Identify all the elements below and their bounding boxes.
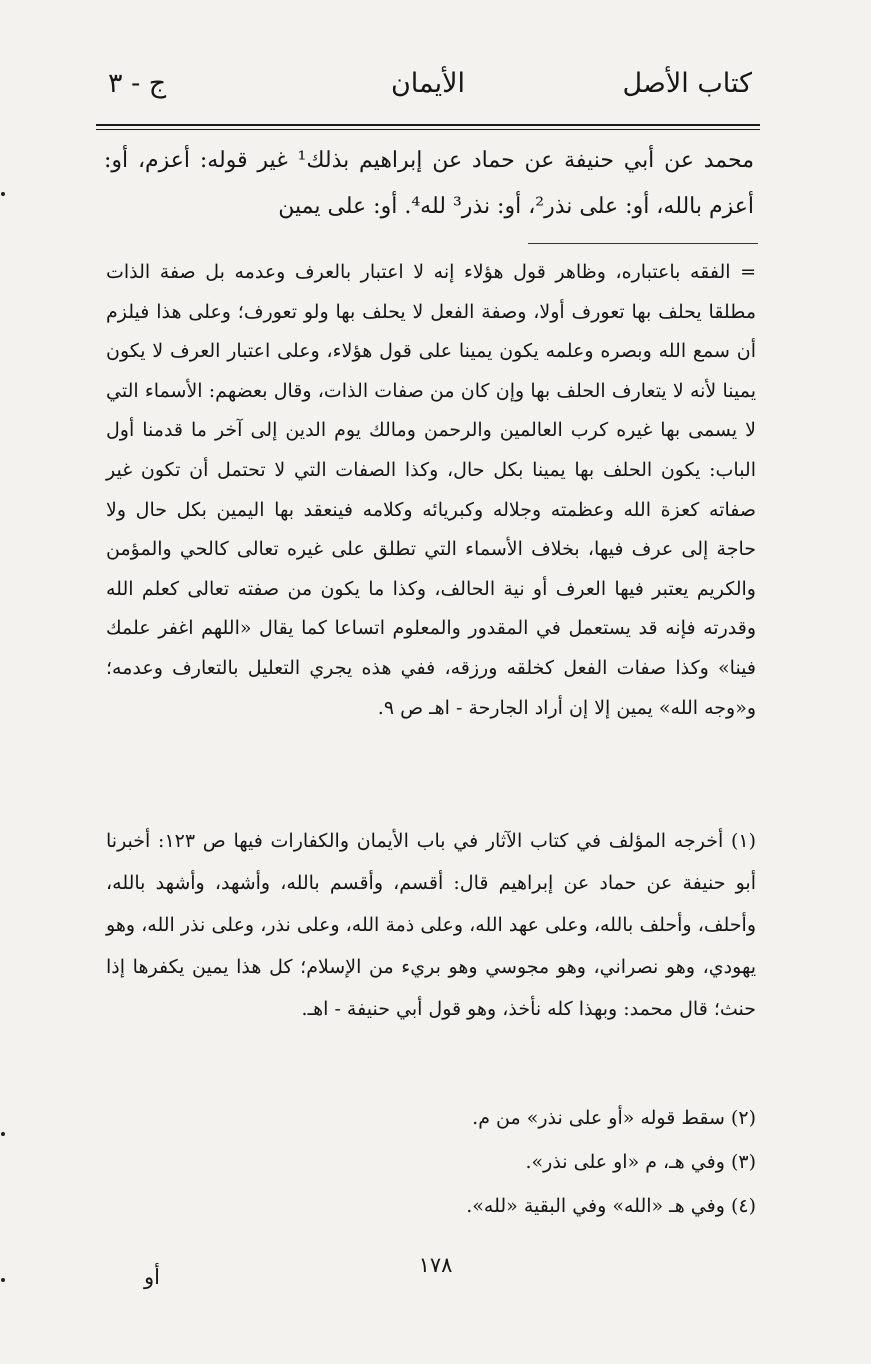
- page-number: ١٧٨: [418, 1253, 453, 1277]
- main-text: محمد عن أبي حنيفة عن حماد عن إبراهيم بذلك¹ غير قوله: أعزم، أو: أعزم بالله، أو: على نذر²، أو: نذر³ لله⁴. أو: على يمين: [104, 148, 755, 219]
- catchword: أو: [144, 1265, 160, 1289]
- scan-speck: [1, 1278, 5, 1282]
- running-header: [98, 58, 758, 120]
- header-rule-thin: [96, 129, 760, 130]
- footnote-2: (٢) سقط قوله «أو على نذر» من م.: [472, 1107, 756, 1129]
- chapter-title: الأيمان: [390, 68, 466, 99]
- footnote-continued: = الفقه باعتباره، وظاهر قول هؤلاء إنه لا اعتبار بالعرف وعدمه بل صفة الذات مطلقا يحلف بها تعورف أولا، وصفة الفعل لا يحلف بها ولو تعورف؛ وعلى هذا فيلزم أن سمع الله وبصره وعلمه يكون يمينا على قول هؤلاء، وعلى اعتبار العرف لا يكون يمينا لأنه لا يتعارف الحلف بها وإن كان من صفات الذات، وقال بعضهم: الأسماء التي لا يسمى بها غيره كرب العالمين والرحمن ومالك يوم الدين إلى آخر ما قدمنا أول الباب: يكون الحلف بها يمينا بكل حال، وكذا الصفات التي لا تحتمل أن تكون غير صفاته كعزة الله وعظمته وجلاله وكبريائه وكلامه فينعقد بها اليمين بكل حال ولا حاجة إلى عرف فيها، بخلاف الأسماء التي تطلق على غيره تعالى كالحي والمؤمن والكريم يعتبر فيها العرف أو نية الحالف، وكذا ما يكون من صفته تعالى كعلم الله وقدرته فإنه قد يستعمل في المقدور والمعلوم اتساعا كما يقال «اللهم اغفر علمك فينا» وكذا صفات الفعل كخلقه ورزقه، ففي هذه يجري التعليل بالتعارف وعدمه؛ و«وجه الله» يمين إلا إن أراد الجارحة - اهـ ص ٩.: [106, 261, 756, 719]
- footnote-4: (٤) وفي هـ «الله» وفي البقية «لله».: [466, 1195, 756, 1217]
- short-footnotes: [106, 1096, 756, 1228]
- footnote-1: (١) أخرجه المؤلف في كتاب الآثار في باب الأيمان والكفارات فيها ص ١٢٣: أخبرنا أبو حنيفة عن حماد عن إبراهيم قال: أقسم، وأقسم بالله، وأشهد، وأشهد بالله، وأحلف، وأحلف بالله، وعلى عهد الله، وعلى ذمة الله، وعلى نذر، وعلى نذر الله، وهو يهودي، وهو نصراني، وهو مجوسي وهو بريء من الإسلام؛ كل هذا يمين يكفرها إذا حنث؛ قال محمد: وبهذا كله نأخذ، وهو قول أبي حنيفة - اهـ.: [106, 830, 757, 1020]
- header-rule: [96, 124, 760, 126]
- book-title: كتاب الأصل: [622, 68, 752, 99]
- volume-number: ج - ٣: [108, 68, 167, 99]
- footnote-3: (٣) وفي هـ، م «او على نذر».: [525, 1151, 756, 1173]
- footnote-separator: [528, 243, 758, 244]
- scan-speck: [1, 192, 5, 196]
- scan-speck: [1, 1132, 5, 1136]
